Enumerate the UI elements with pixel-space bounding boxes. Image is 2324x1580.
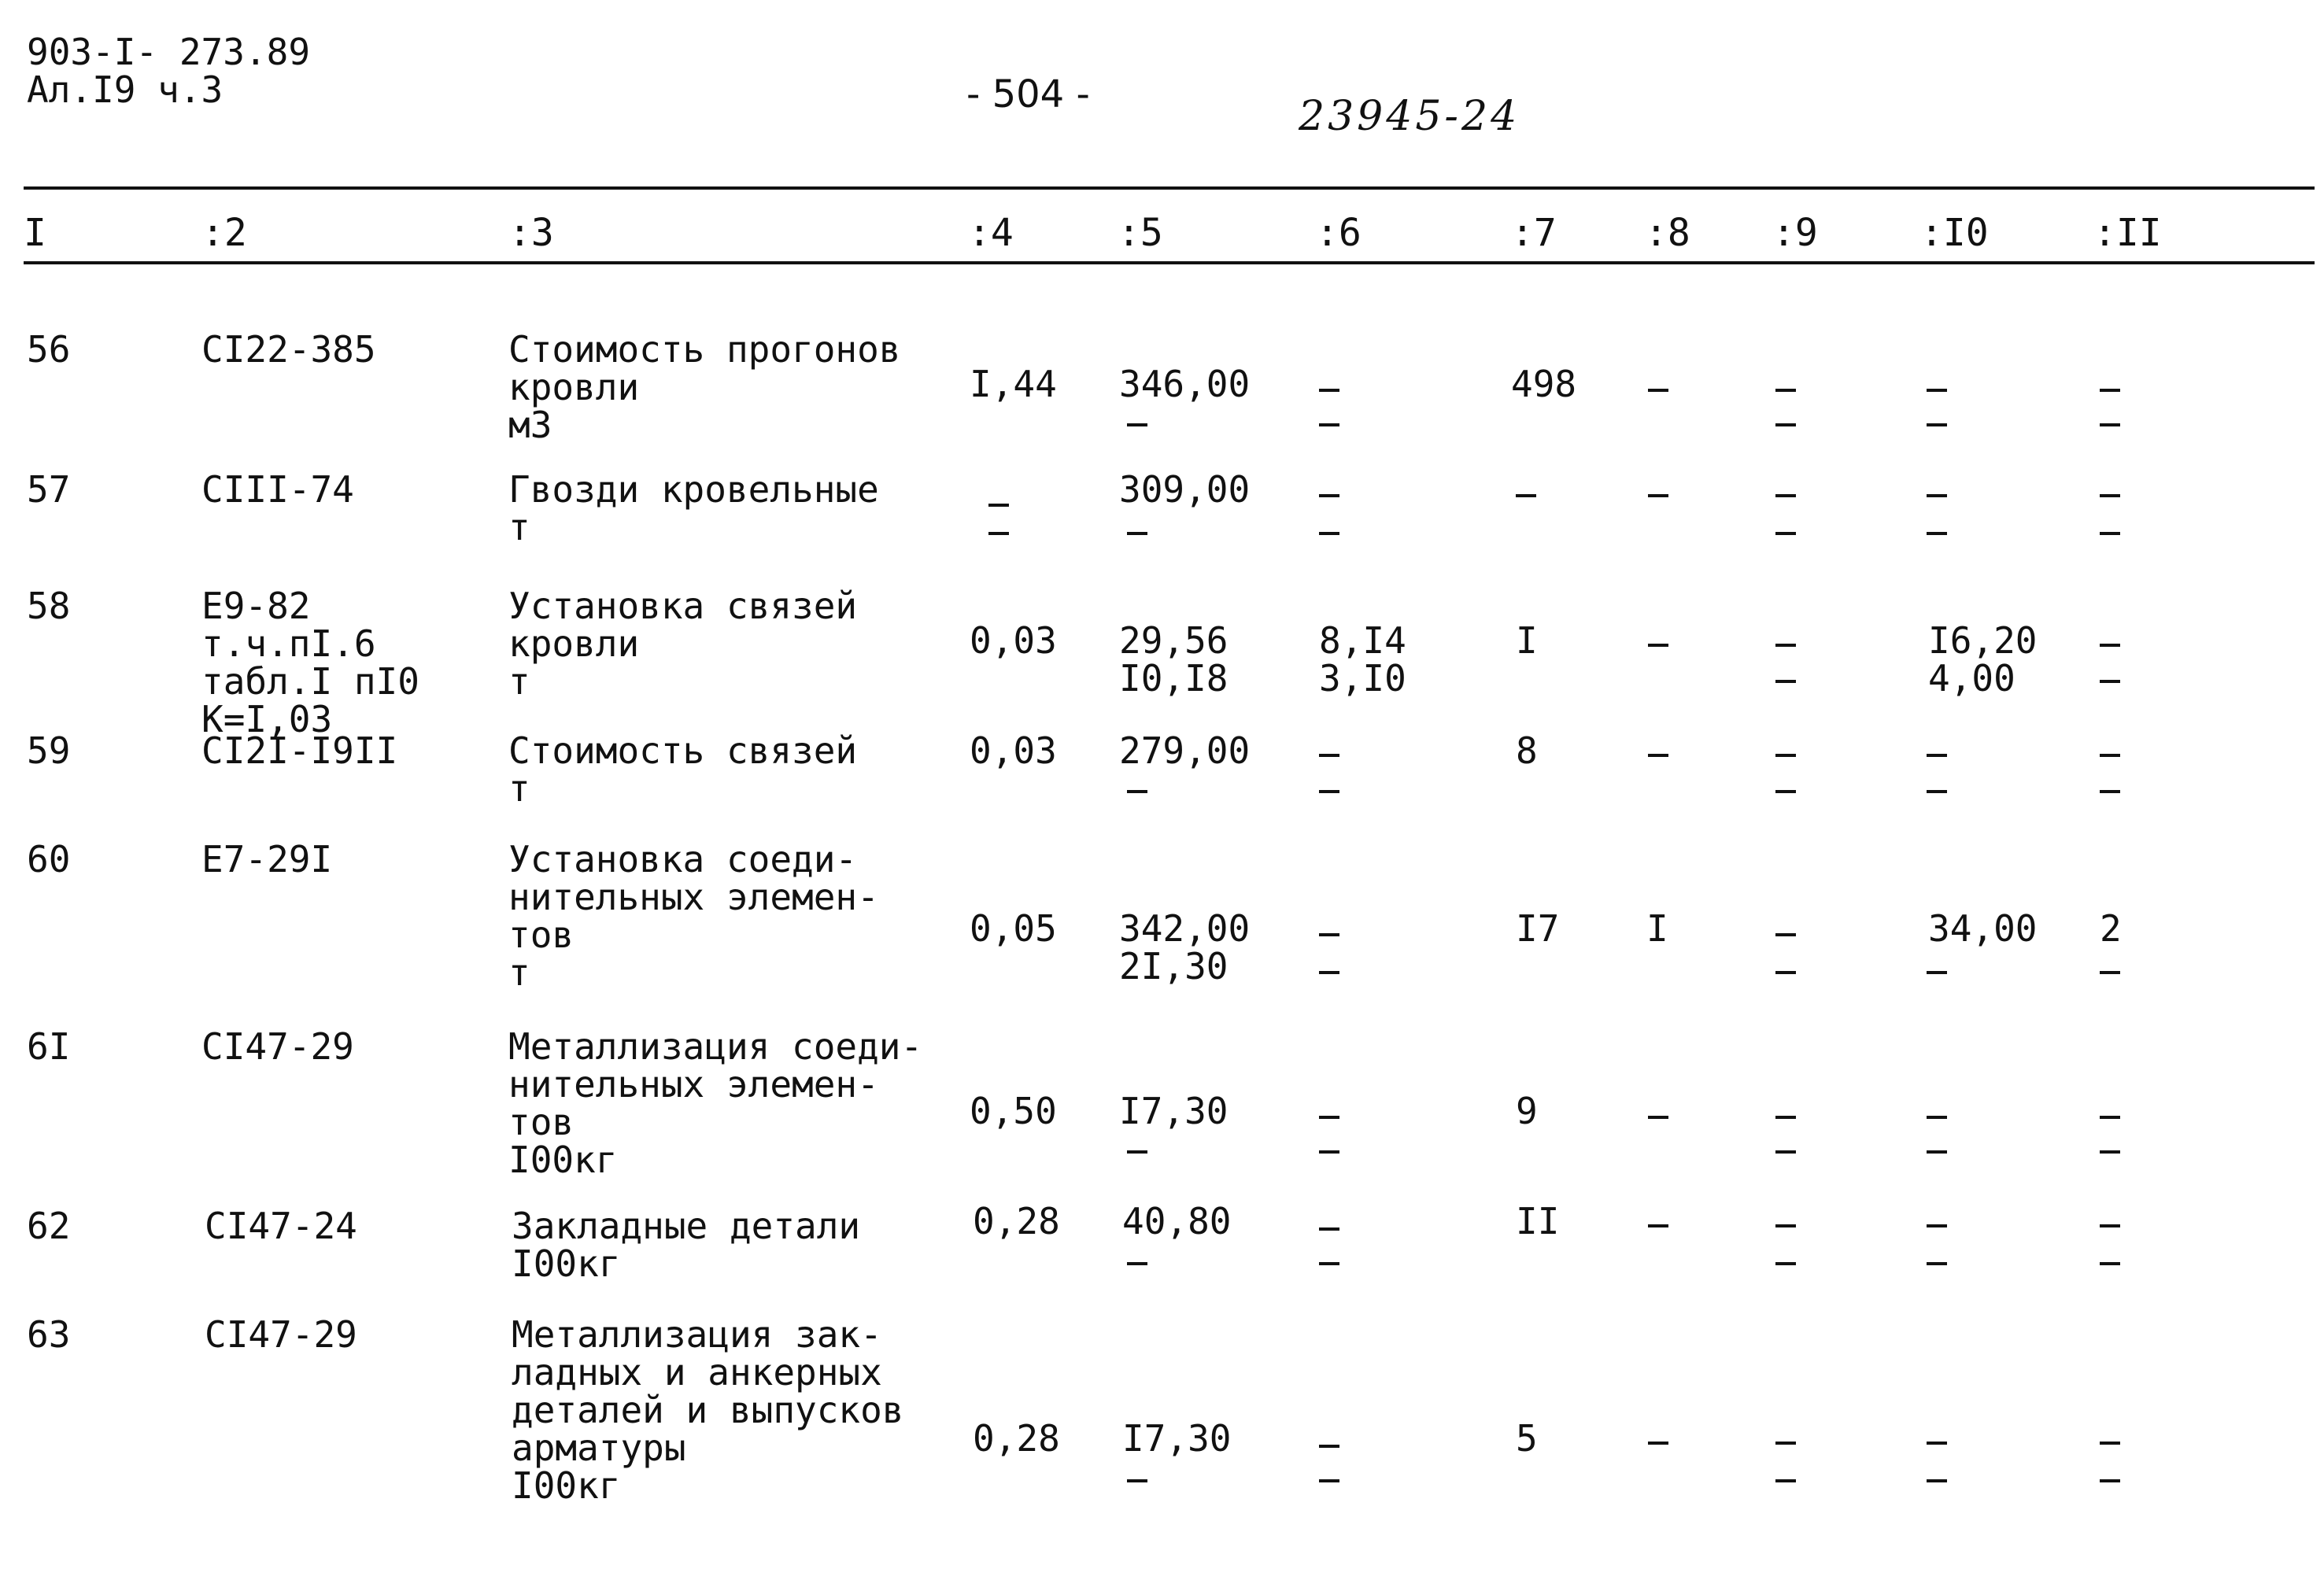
row-name: Установка связей кровли т — [508, 585, 858, 703]
cell-col5: 346,00 — [1119, 363, 1251, 405]
cell-col7: 9 — [1516, 1090, 1538, 1132]
row-code: CIII-74 — [201, 468, 354, 511]
dash — [1775, 389, 1796, 392]
dash — [1775, 933, 1796, 936]
cell-col4: 0,50 — [970, 1090, 1057, 1132]
row-name: Стоимость связей т — [508, 729, 858, 810]
row-name: Металлизация зак- ладных и анкерных деталей и выпусков арматуры I00кг — [512, 1313, 904, 1507]
document-code-line2: Ал.I9 ч.3 — [27, 68, 224, 111]
dash — [1927, 389, 1947, 392]
column-header-10: :I0 — [1920, 211, 1989, 255]
dash — [1775, 494, 1796, 497]
row-code: CI22-385 — [201, 328, 376, 371]
dash — [1775, 754, 1796, 757]
row-name: Гвозди кровельные т — [508, 468, 879, 548]
row-code: E9-82 т.ч.пI.6 табл.I пI0 K=I,03 — [201, 585, 419, 740]
dash — [2100, 494, 2120, 497]
cell-col5: 309,00 — [1119, 468, 1251, 511]
row-number: 62 — [27, 1205, 71, 1247]
dash — [1319, 494, 1339, 497]
dash — [1319, 1116, 1339, 1119]
cell-col11: 2 — [2100, 907, 2122, 950]
cell-col7: I7 — [1516, 907, 1560, 950]
dash — [1927, 1224, 1947, 1227]
row-name: Стоимость прогонов кровли м3 — [508, 328, 901, 446]
dash — [1648, 1116, 1668, 1119]
cell-col8: I — [1646, 907, 1668, 950]
cell-col4: I,44 — [970, 363, 1057, 405]
dash — [1319, 1445, 1339, 1448]
cell-col7: 5 — [1516, 1417, 1538, 1460]
dash — [1319, 1479, 1339, 1482]
cell-col5: I7,30 — [1119, 1090, 1229, 1132]
cell-col5: 342,00 2I,30 — [1119, 907, 1251, 988]
dash — [2100, 680, 2120, 683]
row-number: 56 — [27, 328, 71, 371]
dash — [1775, 1116, 1796, 1119]
cell-col10: 34,00 — [1928, 907, 2038, 950]
column-header-3: :3 — [508, 211, 554, 255]
dash — [1927, 790, 1947, 793]
dash — [1648, 1442, 1668, 1445]
top-rule — [24, 186, 2315, 190]
dash — [2100, 790, 2120, 793]
dash — [1319, 389, 1339, 392]
row-name: Закладные детали I00кг — [512, 1205, 861, 1285]
row-name: Установка соеди- нительных элемен- тов т — [508, 838, 879, 994]
row-number: 59 — [27, 729, 71, 772]
column-header-9: :9 — [1772, 211, 1818, 255]
cell-col5: 279,00 — [1119, 729, 1251, 772]
column-header-4: :4 — [968, 211, 1014, 255]
column-header-2: :2 — [201, 211, 247, 255]
dash — [1319, 1262, 1339, 1265]
dash — [1648, 494, 1668, 497]
handwritten-number: 23945-24 — [1299, 93, 1520, 140]
dash — [2100, 532, 2120, 535]
dash — [1927, 1262, 1947, 1265]
dash — [1127, 532, 1147, 535]
dash — [1319, 790, 1339, 793]
cell-col6: 8,I4 3,I0 — [1319, 619, 1406, 700]
dash — [2100, 1116, 2120, 1119]
row-name: Металлизация соеди- нительных элемен- тов I00кг — [508, 1025, 923, 1181]
dash — [1775, 1150, 1796, 1154]
document-code-line1: 903-I- 273.89 — [27, 31, 311, 73]
dash — [1775, 971, 1796, 974]
cell-col4: 0,28 — [973, 1200, 1060, 1242]
dash — [2100, 423, 2120, 426]
dash — [2100, 644, 2120, 647]
dash — [1775, 423, 1796, 426]
column-header-6: :6 — [1316, 211, 1362, 255]
dash — [1127, 1262, 1147, 1265]
dash — [1775, 1442, 1796, 1445]
dash — [1775, 644, 1796, 647]
dash — [1648, 644, 1668, 647]
cell-col5: 29,56 I0,I8 — [1119, 619, 1229, 700]
dash — [1927, 1150, 1947, 1154]
cell-col7: 8 — [1516, 729, 1538, 772]
dash — [2100, 1262, 2120, 1265]
dash — [1927, 754, 1947, 757]
document-code — [27, 33, 310, 109]
cell-col4: 0,03 — [970, 619, 1057, 662]
dash — [1319, 423, 1339, 426]
dash — [1927, 532, 1947, 535]
cell-col10: I6,20 4,00 — [1928, 619, 2038, 700]
dash — [1319, 1227, 1339, 1231]
row-code: CI47-29 — [201, 1025, 354, 1068]
dash — [1927, 494, 1947, 497]
row-code: CI47-24 — [205, 1205, 357, 1247]
dash — [1775, 1262, 1796, 1265]
dash — [2100, 1224, 2120, 1227]
dash — [1319, 933, 1339, 936]
column-header-7: :7 — [1511, 211, 1557, 255]
dash — [1127, 1150, 1147, 1154]
row-number: 57 — [27, 468, 71, 511]
cell-col5: I7,30 — [1122, 1417, 1232, 1460]
dash — [1927, 971, 1947, 974]
dash — [2100, 389, 2120, 392]
row-number: 63 — [27, 1313, 71, 1356]
dash — [1127, 1479, 1147, 1482]
dash — [2100, 1479, 2120, 1482]
cell-col7: 498 — [1511, 363, 1577, 405]
dash — [1319, 971, 1339, 974]
dash — [1127, 790, 1147, 793]
cell-col7: II — [1516, 1200, 1560, 1242]
column-header-11: :II — [2093, 211, 2162, 255]
row-number: 60 — [27, 838, 71, 880]
row-number: 58 — [27, 585, 71, 627]
cell-col5: 40,80 — [1122, 1200, 1232, 1242]
dash — [1319, 532, 1339, 535]
cell-col4: 0,28 — [973, 1417, 1060, 1460]
dash — [2100, 754, 2120, 757]
dash — [1648, 754, 1668, 757]
column-header-1: I — [24, 211, 46, 255]
dash — [2100, 1150, 2120, 1154]
dash — [1927, 1442, 1947, 1445]
cell-col7: I — [1516, 619, 1538, 662]
dash — [1775, 532, 1796, 535]
dash — [1127, 423, 1147, 426]
dash — [988, 532, 1009, 535]
dash — [1927, 1479, 1947, 1482]
row-code: E7-29I — [201, 838, 333, 880]
dash — [1319, 754, 1339, 757]
dash — [1775, 790, 1796, 793]
header-underline — [24, 261, 2315, 264]
dash — [1516, 494, 1536, 497]
row-code: CI2I-I9II — [201, 729, 398, 772]
dash — [1927, 1116, 1947, 1119]
dash — [1648, 389, 1668, 392]
column-header-5: :5 — [1118, 211, 1163, 255]
dash — [1927, 423, 1947, 426]
dash — [988, 504, 1009, 507]
page-number: - 504 - — [966, 72, 1090, 116]
row-code: CI47-29 — [205, 1313, 357, 1356]
cell-col4: 0,03 — [970, 729, 1057, 772]
dash — [1648, 1224, 1668, 1227]
dash — [1775, 1224, 1796, 1227]
row-number: 6I — [27, 1025, 71, 1068]
column-header-8: :8 — [1645, 211, 1690, 255]
dash — [1319, 1150, 1339, 1154]
dash — [2100, 971, 2120, 974]
cell-col4: 0,05 — [970, 907, 1057, 950]
dash — [1775, 680, 1796, 683]
dash — [1775, 1479, 1796, 1482]
dash — [2100, 1442, 2120, 1445]
